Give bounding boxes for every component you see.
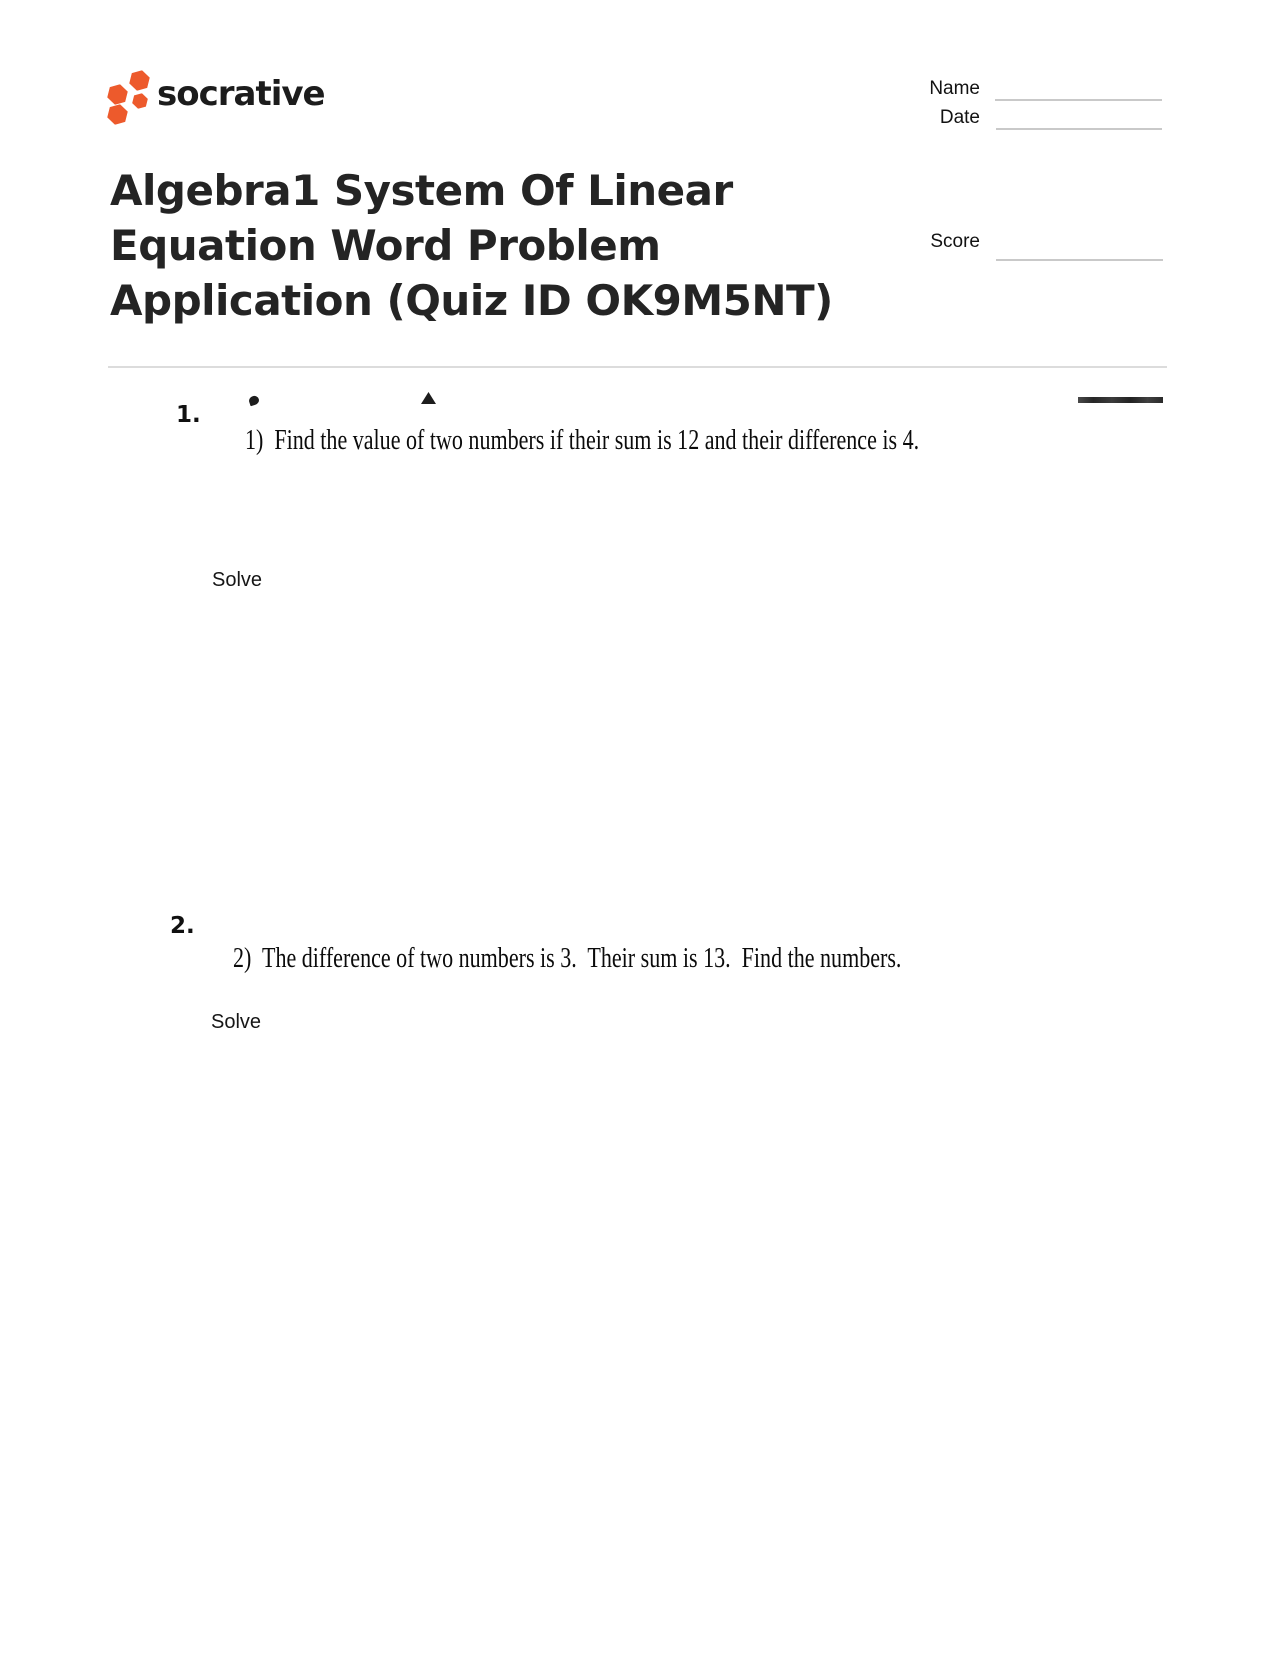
score-label: Score [930,231,980,252]
quiz-title [110,163,850,328]
name-blank-line [995,99,1162,101]
logo-hexagon-icon [127,68,152,93]
date-blank-line [996,128,1162,130]
quiz-title-line: Equation Word Problem [110,221,661,270]
scan-artifact-dot [248,395,260,407]
question-1-number: 1. [176,402,201,428]
question-2-number: 2. [170,913,195,939]
header-divider [108,366,1167,368]
logo-hexagon-icon [105,82,130,107]
question-2-prompt: 2) The difference of two numbers is 3. Their sum is 13. Find the numbers. [233,942,902,974]
name-label: Name [929,78,980,99]
quiz-title-line: Application (Quiz ID OK9M5NT) [110,276,833,325]
score-blank-line [996,259,1163,261]
scan-artifact-tick [421,392,436,404]
question-2-solve-label: Solve [211,1011,262,1033]
socrative-wordmark: socrative [157,74,325,114]
quiz-title-line: Algebra1 System Of Linear [110,166,733,215]
logo-hexagon-icon [105,102,130,127]
scan-artifact-answer-blank [1078,397,1163,403]
question-1-prompt: 1) Find the value of two numbers if their sum is 12 and their difference is 4. [245,424,920,456]
question-1-solve-label: Solve [212,569,263,591]
logo-hexagon-icon [130,91,149,110]
date-label: Date [939,107,980,128]
